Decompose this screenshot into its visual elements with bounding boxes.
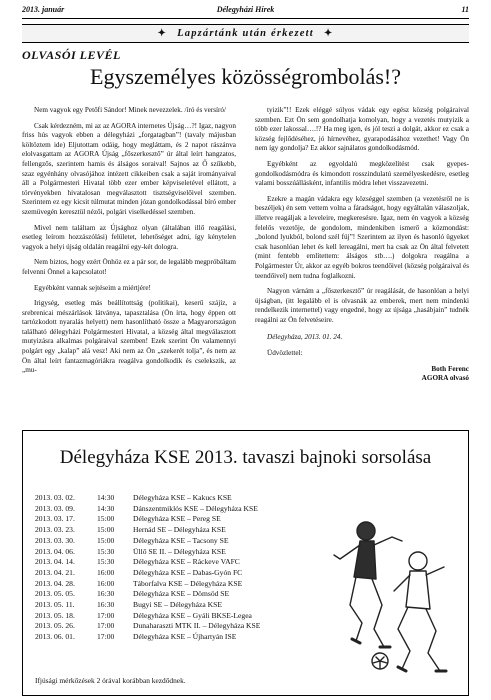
header-publication-name: Délegyházi Hírek [216, 5, 275, 14]
match-time: 17:00 [97, 632, 115, 642]
match-date: 2013. 05. 11. [35, 600, 75, 610]
section-band [22, 24, 469, 43]
match-time: 15:30 [97, 557, 115, 567]
page-header [22, 4, 469, 19]
schedule-row [35, 493, 333, 504]
match-pairing: Délegyháza KSE – Pereg SE [133, 514, 221, 524]
schedule-table [35, 493, 333, 643]
schedule-row [35, 568, 333, 579]
match-pairing: Táborfalva KSE – Délegyháza KSE [133, 578, 243, 588]
match-pairing: Délegyháza KSE – Újhartyán ISE [133, 632, 237, 642]
article-title: Egyszemélyes közösségrombolás!? [90, 64, 401, 89]
match-time: 16:30 [97, 589, 115, 599]
article-date: Délegyháza, 2013. 01. 24. [267, 333, 343, 342]
paragraph: Irigység, esetleg más beállítottság (politikai), keserű szájíz, a srebrenicai mészárlások látványa, tapasztalása (Ön írta, hogy éppen ott tartózkodott nyaralás helyett) nem hasonlítható össze a Magyarországon található délegyházi Polgármesteri Hivatal, a község által megválasztott mutyizásra alkalmas polgáraival szemben! Ezek szerint Ön valamennyi polgárt egy „kalap” alá vesz! Aki nem az Ön „szekerét tolja”, és nem az Ön által leírt fantazmagóriákra reagálva gondolkodik és cselekszik, az „mu- [22, 299, 236, 375]
paragraph: Nagyon várnám a „főszerkesztő” úr reagálását, de hasonlóan a helyi újságban, (itt legalább el is olvasnák az emberek, mert nem mindenki rendelkezik internettel) vagy engedné, hogy az újsága „hasábjain” tudnék reagálni az Ön felvetéseire. [255, 287, 469, 324]
match-pairing: Hernád SE – Délegyháza KSE [133, 525, 226, 535]
header-issue-date: 2013. január [22, 5, 65, 14]
band-right-star-icon: ✦ [323, 28, 334, 39]
band-left-star-icon: ✦ [157, 28, 168, 39]
signature-name: Both Ferenc [431, 364, 469, 373]
match-date: 2013. 03. 23. [35, 525, 75, 535]
match-date: 2013. 05. 26. [35, 621, 75, 631]
schedule-title: Délegyháza KSE 2013. tavaszi bajnoki sorsolása [59, 447, 432, 468]
match-pairing: Dunaharaszti MTK II. – Délegyháza KSE [133, 621, 261, 631]
match-pairing: Délegyháza KSE – Kakucs KSE [133, 493, 232, 502]
match-time: 14:30 [97, 503, 115, 513]
match-time: 14:30 [97, 493, 115, 502]
match-date: 2013. 03. 02. [35, 493, 75, 502]
paragraph: Egyébként vannak sejtéseim a miértjére! [34, 283, 151, 292]
match-time: 17:00 [97, 621, 115, 631]
schedule-row [35, 632, 333, 643]
match-pairing: Délegyháza KSE – Dabas-Gyón FC [133, 567, 243, 577]
match-pairing: Délegyháza KSE – Ráckeve VAFC [133, 557, 240, 567]
paragraph: Csak kérdezném, mi az az AGORA internetes Újság…?! Igaz, nagyon friss hús vagyok ebben a délegyházi „forgatagban”! (tavaly májusban költöztem ide) Eljutottam odáig, hogy megláttam, és 2 napot rászánva elolvasgattam az AGORA Újság „főszerkesztő” úr által leírt hangzatos, fellengzős, szerintem hamis és álságos soraival! Sajnos az Ő szűkebb, szaz egyénhány olvasójához intézett cikkeiben csak a saját irományaival áll a Polgármesteri Hivatal több ezer ember képviseletével ellátott, a törvényekben hivatalosan megválasztott tisztségviselőivel szemben. Szerintem ez egy kicsit túlmutat minden józan gondolkodással bíró ember szemüvegén keresztül nézői, polgári viselkedéssel szemben. [22, 121, 236, 216]
schedule-row [35, 547, 333, 558]
schedule-row [35, 536, 333, 547]
match-date: 2013. 04. 21. [35, 567, 75, 577]
paragraph: Nem biztos, hogy ezért Önhöz ez a pár sor, de legalább megpróbáltam felvenni Önnel a kapcsolatot! [22, 258, 236, 276]
schedule-row [35, 589, 333, 600]
schedule-row [35, 611, 333, 622]
match-pairing: Bugyi SE – Délegyháza KSE [133, 600, 223, 610]
match-pairing: Délegyháza KSE – Dömsöd SE [133, 589, 230, 599]
match-time: 15:00 [97, 514, 115, 524]
schedule-row [35, 525, 333, 536]
match-time: 16:30 [97, 600, 115, 610]
match-date: 2013. 03. 30. [35, 535, 75, 545]
match-time: 15:00 [97, 535, 115, 545]
schedule-row [35, 600, 333, 611]
paragraph: Mivel nem találtam az Újsághoz olyan (általában illő reagálási, esetleg leírom hozzászólási) felületet, lehetőséget adni, így kénytelen vagyok a helyi újság oldalán reagálni egy-két dologra. [22, 223, 236, 251]
schedule-note: Ifjúsági mérkőzések 2 órával korábban kezdődnek. [35, 676, 186, 685]
match-time: 16:00 [97, 578, 115, 588]
match-time: 17:00 [97, 610, 115, 620]
paragraph: Ezekre a magán vádakra egy községgel szemben (a vezetésről ne is beszéljek) én sem vettem volna a fáradságot, hogy egyáltalán válaszoljak, illetve reagáljak a leveleire, megkeresésre. Igaz, nem én vagyok a község felelős vezetője, de gondolom, mindenkiben ismerő a közmondást: „bolond lyukból, bolond szél fúj”! Szerintem az ilyen és hasonló ügyeket csak hasonlóan lehet és kell lereagálni, mert ha csak az Ön által felvetett (mint fentebb említettem: álságos stb….) dolgokra reagálna a Polgármester Úr, akkor az egyéb bokros teendőivel (község polgáraival és teendőivel) nem tudna foglalkozni. [255, 194, 469, 280]
match-pairing: Délegyháza KSE – Gyáli BKSE-Legea [133, 610, 252, 620]
article-kicker: OLVASÓI LEVÉL [22, 48, 121, 62]
match-date: 2013. 05. 05. [35, 589, 75, 599]
schedule-row [35, 557, 333, 568]
paragraph: Nem vagyok egy Petőfi Sándor! Minek nevezzelek. /író és versíró/ [34, 106, 227, 114]
signature-role: AGORA olvasó [421, 374, 469, 383]
match-date: 2013. 04. 28. [35, 578, 75, 588]
match-date: 2013. 05. 18. [35, 610, 75, 620]
paragraph: Egyébként az egyoldalú megközelítést csak gyepes-gondolkodásmódra és kimondott rosszindulatú személyeskedésre, esetleg valami bosszúállásként, infantilis módra lehet visszavezetni. [255, 159, 469, 188]
article-greeting: Üdvözlettel: [267, 349, 303, 358]
schedule-row [35, 514, 333, 525]
schedule-row [35, 504, 333, 515]
schedule-box [22, 430, 469, 696]
match-date: 2013. 04. 14. [35, 557, 75, 567]
article-body [22, 106, 469, 426]
match-date: 2013. 03. 17. [35, 514, 75, 524]
schedule-row [35, 621, 333, 632]
schedule-row [35, 579, 333, 590]
article-column-right [255, 106, 469, 426]
band-label: Lapzártánk után érkezett [177, 28, 314, 39]
match-date: 2013. 03. 09. [35, 503, 75, 513]
match-time: 15:30 [97, 546, 115, 556]
header-page-number: 11 [461, 5, 469, 14]
match-date: 2013. 04. 06. [35, 546, 75, 556]
match-pairing: Délegyháza KSE – Tacsony SE [133, 535, 229, 545]
match-time: 15:00 [97, 525, 115, 535]
match-pairing: Üllő SE II. – Délegyháza KSE [133, 546, 226, 556]
match-pairing: Dánszentmiklós KSE – Délegyháza KSE [133, 503, 258, 513]
match-time: 16:00 [97, 567, 115, 577]
football-players-illustration [310, 501, 458, 681]
paragraph: tyizik”!! Ezek eléggé súlyos vádak egy egész község polgáraival szemben. Ezt Ön sem gondolhatja komolyan, hogy a vezetés mutyizik a több ezer lakossal….!? Ha meg igen, és jól teszi a dolgát, akkor ez csak a község fejlődéséhez, jó hírnevéhez, gyarapodásához vezethet! Vagy Ön nem így gondolja? Ez akkor sajnálatos gondolkodásmód. [255, 106, 469, 153]
article-column-left [22, 106, 236, 426]
match-date: 2013. 06. 01. [35, 632, 75, 642]
